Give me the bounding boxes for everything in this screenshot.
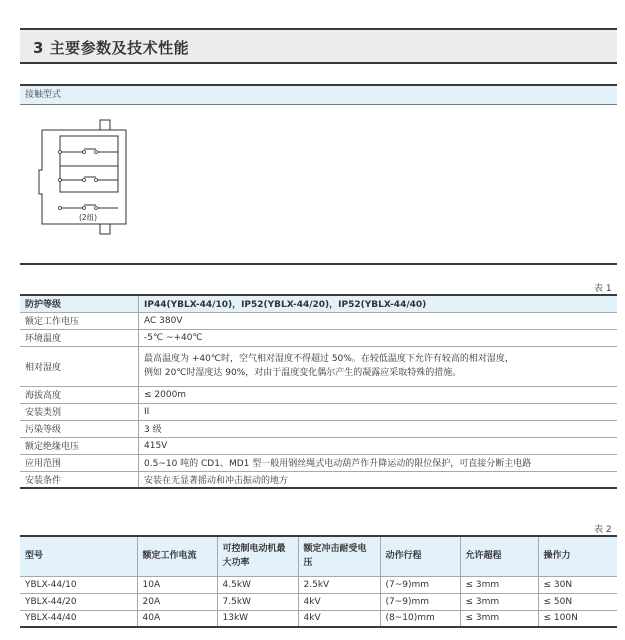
table-cell: ≤ 50N bbox=[538, 593, 617, 610]
table-row bbox=[20, 437, 617, 454]
table-cell-label: 额定绝缘电压 bbox=[20, 437, 139, 454]
table-cell-value: 415V bbox=[139, 437, 618, 454]
table-cell: YBLX-44/20 bbox=[20, 593, 137, 610]
column-header: 额定工作电流 bbox=[137, 536, 217, 576]
table-cell-value: ≤ 2000m bbox=[139, 386, 618, 403]
table-row bbox=[20, 329, 617, 346]
humidity-line-1: 最高温度为 +40℃时，空气相对湿度不得超过 50%。在较低温度下允许有较高的相对湿度， bbox=[144, 354, 514, 364]
table-cell-label: 相对湿度 bbox=[20, 346, 139, 386]
diagram-label: (2组) bbox=[78, 213, 98, 222]
table-row bbox=[20, 346, 617, 386]
table2-caption: 表 2 bbox=[594, 525, 612, 535]
table-cell-label: 应用范围 bbox=[20, 454, 139, 471]
table-cell: 4kV bbox=[298, 610, 380, 627]
table-header-row bbox=[20, 536, 617, 576]
table-cell-value: 0.5~10 吨的 CD1、MD1 型一般用钢丝绳式电动葫芦作升降运动的限位保护，可直接分断主电路 bbox=[139, 454, 618, 471]
table-row bbox=[20, 454, 617, 471]
table-cell: (7~9)mm bbox=[380, 576, 460, 593]
section-header bbox=[20, 30, 617, 64]
table-cell: ≤ 30N bbox=[538, 576, 617, 593]
table-row bbox=[20, 312, 617, 329]
column-header: 允许超程 bbox=[460, 536, 538, 576]
table-cell: ≤ 100N bbox=[538, 610, 617, 627]
parameter-table bbox=[20, 294, 617, 489]
contact-type-header: 接触型式 bbox=[20, 86, 617, 105]
table-cell: 20A bbox=[137, 593, 217, 610]
column-header: 可控制电动机最大功率 bbox=[217, 536, 298, 576]
table-cell-value: 安装在无显著摇动和冲击振动的地方 bbox=[139, 471, 618, 488]
table-cell: ≤ 3mm bbox=[460, 610, 538, 627]
table-row bbox=[20, 420, 617, 437]
table-row bbox=[20, 576, 617, 593]
table-cell-label: 污染等级 bbox=[20, 420, 139, 437]
table-row bbox=[20, 593, 617, 610]
column-header: 额定冲击耐受电压 bbox=[298, 536, 380, 576]
table-cell: 10A bbox=[137, 576, 217, 593]
table-cell: YBLX-44/40 bbox=[20, 610, 137, 627]
table-cell-value: 3 级 bbox=[139, 420, 618, 437]
table1-caption: 表 1 bbox=[594, 284, 612, 294]
column-header: 动作行程 bbox=[380, 536, 460, 576]
table-cell: ≤ 3mm bbox=[460, 576, 538, 593]
model-table bbox=[20, 535, 617, 628]
contact-diagram bbox=[38, 116, 148, 241]
table-row bbox=[20, 610, 617, 627]
table-cell: (7~9)mm bbox=[380, 593, 460, 610]
table-cell: 40A bbox=[137, 610, 217, 627]
table-cell: 4.5kW bbox=[217, 576, 298, 593]
humidity-line-2: 例如 20℃时湿度达 90%，对由于温度变化偶尔产生的凝露应采取特殊的措施。 bbox=[144, 368, 462, 378]
table-cell-value: IP44(YBLX-44/10)，IP52(YBLX-44/20)，IP52(YBLX-44/40) bbox=[139, 295, 618, 312]
table-cell-label: 海拔高度 bbox=[20, 386, 139, 403]
table-cell: (8~10)mm bbox=[380, 610, 460, 627]
table-cell: 4kV bbox=[298, 593, 380, 610]
contact-type-panel bbox=[20, 84, 617, 265]
table-row bbox=[20, 471, 617, 488]
table-cell: ≤ 3mm bbox=[460, 593, 538, 610]
table-cell-value bbox=[139, 346, 618, 386]
table-cell: 7.5kW bbox=[217, 593, 298, 610]
section-title: 3 主要参数及技术性能 bbox=[33, 39, 190, 57]
column-header: 型号 bbox=[20, 536, 137, 576]
table-cell-value: AC 380V bbox=[139, 312, 618, 329]
table-row bbox=[20, 386, 617, 403]
table-cell-label: 环境温度 bbox=[20, 329, 139, 346]
table-cell: 13kW bbox=[217, 610, 298, 627]
table-cell: 2.5kV bbox=[298, 576, 380, 593]
table-cell-label: 防护等级 bbox=[20, 295, 139, 312]
table-row-header bbox=[20, 295, 617, 312]
column-header: 操作力 bbox=[538, 536, 617, 576]
table-cell: YBLX-44/10 bbox=[20, 576, 137, 593]
table-cell-value: II bbox=[139, 403, 618, 420]
table-cell-value: -5℃ ~+40℃ bbox=[139, 329, 618, 346]
table-cell-label: 额定工作电压 bbox=[20, 312, 139, 329]
table-row bbox=[20, 403, 617, 420]
table-cell-label: 安装条件 bbox=[20, 471, 139, 488]
table-cell-label: 安装类别 bbox=[20, 403, 139, 420]
